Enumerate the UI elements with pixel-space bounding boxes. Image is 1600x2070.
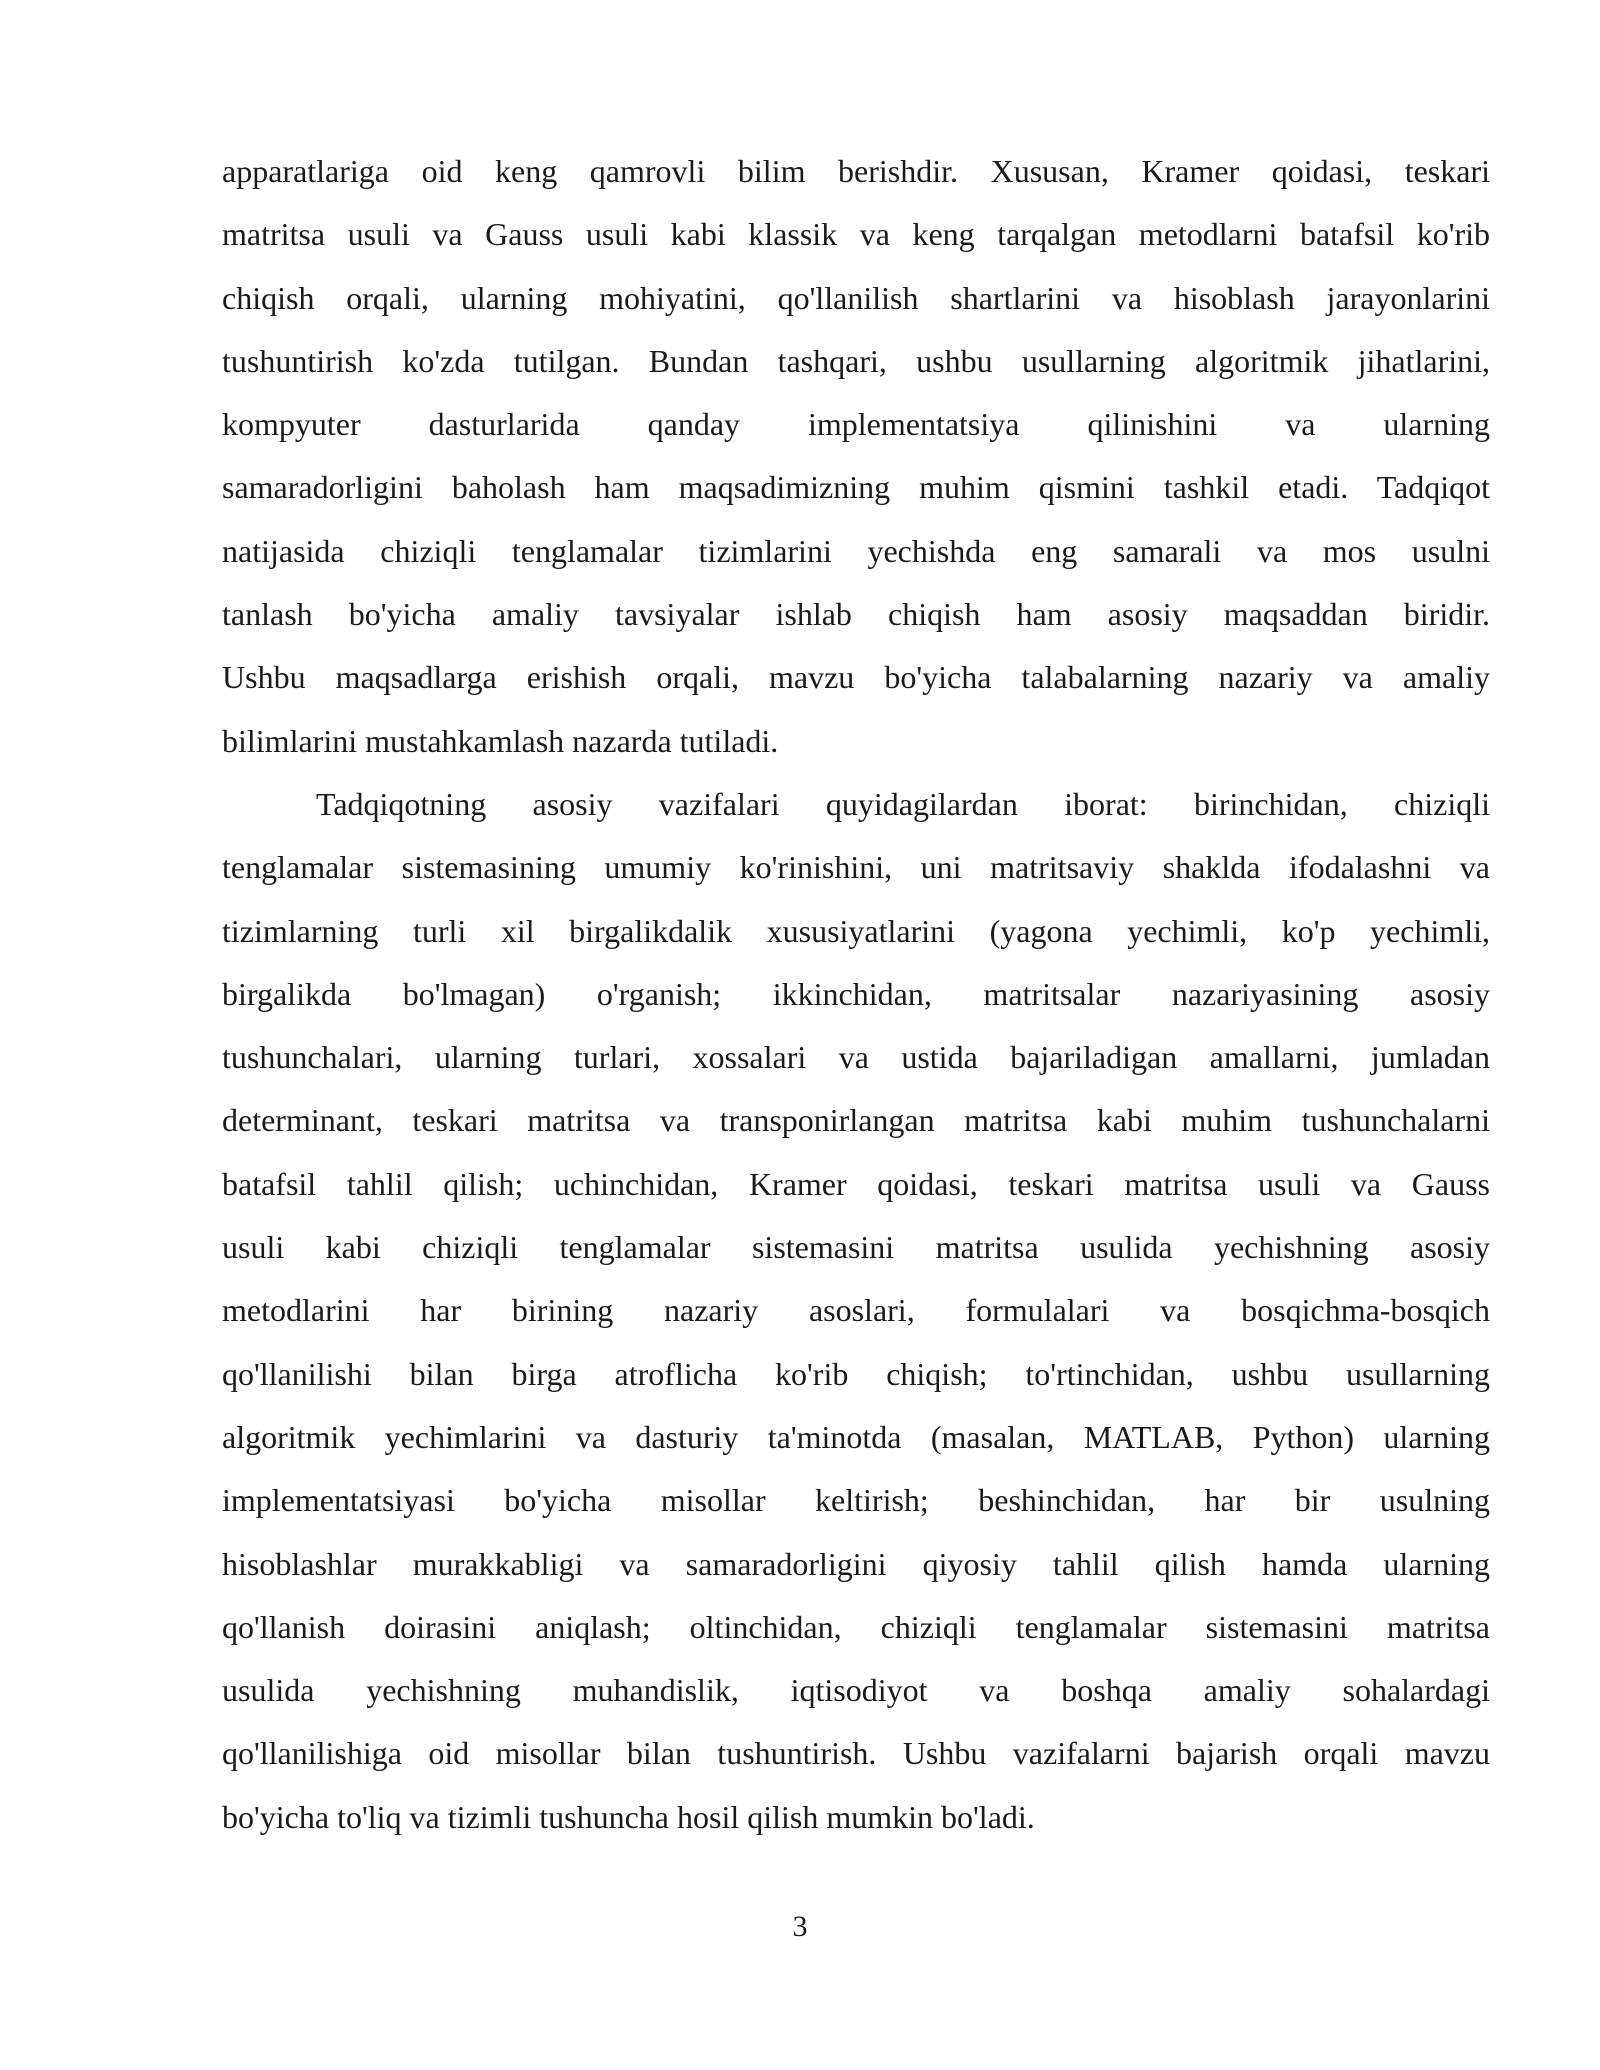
text-line: tushuntirish ko'zda tutilgan. Bundan tashqari, ushbu usullarning algoritmik jihatlarini,	[222, 342, 1490, 379]
text-line: tenglamalar sistemasining umumiy ko'rinishini, uni matritsaviy shaklda ifodalashni va	[222, 849, 1490, 886]
text-line: bo'yicha to'liq va tizimli tushuncha hosil qilish mumkin bo'ladi.	[222, 1798, 1035, 1835]
text-line: metodlarini har birining nazariy asoslari, formulalari va bosqichma-bosqich	[222, 1292, 1490, 1329]
text-line: tushunchalari, ularning turlari, xossalari va ustida bajariladigan amallarni, jumladan	[222, 1039, 1490, 1076]
text-line: qo'llanilishi bilan birga atroflicha ko'rib chiqish; to'rtinchidan, ushbu usullarning	[222, 1355, 1490, 1392]
page-number: 3	[792, 1910, 808, 1943]
text-line: tizimlarning turli xil birgalikdalik xususiyatlarini (yagona yechimli, ko'p yechimli,	[222, 912, 1490, 949]
text-line: qo'llanish doirasini aniqlash; oltinchidan, chiziqli tenglamalar sistemasini matritsa	[222, 1608, 1490, 1645]
text-line: matritsa usuli va Gauss usuli kabi klassik va keng tarqalgan metodlarni batafsil ko'rib	[222, 216, 1490, 253]
text-line: batafsil tahlil qilish; uchinchidan, Kramer qoidasi, teskari matritsa usuli va Gauss	[222, 1165, 1490, 1202]
text-line: usulida yechishning muhandislik, iqtisodiyot va boshqa amaliy sohalardagi	[222, 1672, 1490, 1709]
text-line: implementatsiyasi bo'yicha misollar keltirish; beshinchidan, har bir usulning	[222, 1482, 1490, 1519]
text-line: algoritmik yechimlarini va dasturiy ta'minotda (masalan, MATLAB, Python) ularning	[222, 1418, 1490, 1455]
text-line: apparatlariga oid keng qamrovli bilim berishdir. Xususan, Kramer qoidasi, teskari	[222, 153, 1490, 189]
text-line: bilimlarini mustahkamlash nazarda tutiladi.	[222, 722, 779, 759]
body-text	[222, 140, 1490, 1849]
text-line: kompyuter dasturlarida qanday implementatsiya qilinishini va ularning	[222, 406, 1490, 443]
text-line: Tadqiqotning asosiy vazifalari quyidagilardan iborat: birinchidan, chiziqli	[316, 785, 1490, 822]
text-line: birgalikda bo'lmagan) o'rganish; ikkinchidan, matritsalar nazariyasining asosiy	[222, 975, 1490, 1012]
text-line: usuli kabi chiziqli tenglamalar sistemasini matritsa usulida yechishning asosiy	[222, 1229, 1490, 1266]
text-line: tanlash bo'yicha amaliy tavsiyalar ishlab chiqish ham asosiy maqsaddan biridir.	[222, 596, 1490, 633]
text-line: determinant, teskari matritsa va transponirlangan matritsa kabi muhim tushunchalarni	[222, 1102, 1490, 1139]
text-line: qo'llanilishiga oid misollar bilan tushuntirish. Ushbu vazifalarni bajarish orqali mavzu	[222, 1735, 1490, 1772]
text-line: samaradorligini baholash ham maqsadimizning muhim qismini tashkil etadi. Tadqiqot	[222, 469, 1490, 506]
text-line: natijasida chiziqli tenglamalar tizimlarini yechishda eng samarali va mos usulni	[222, 532, 1490, 569]
text-line: Ushbu maqsadlarga erishish orqali, mavzu bo'yicha talabalarning nazariy va amaliy	[222, 659, 1490, 696]
text-line: hisoblashlar murakkabligi va samaradorligini qiyosiy tahlil qilish hamda ularning	[222, 1545, 1490, 1582]
text-line: chiqish orqali, ularning mohiyatini, qo'llanilish shartlarini va hisoblash jarayonlarini	[222, 279, 1490, 316]
